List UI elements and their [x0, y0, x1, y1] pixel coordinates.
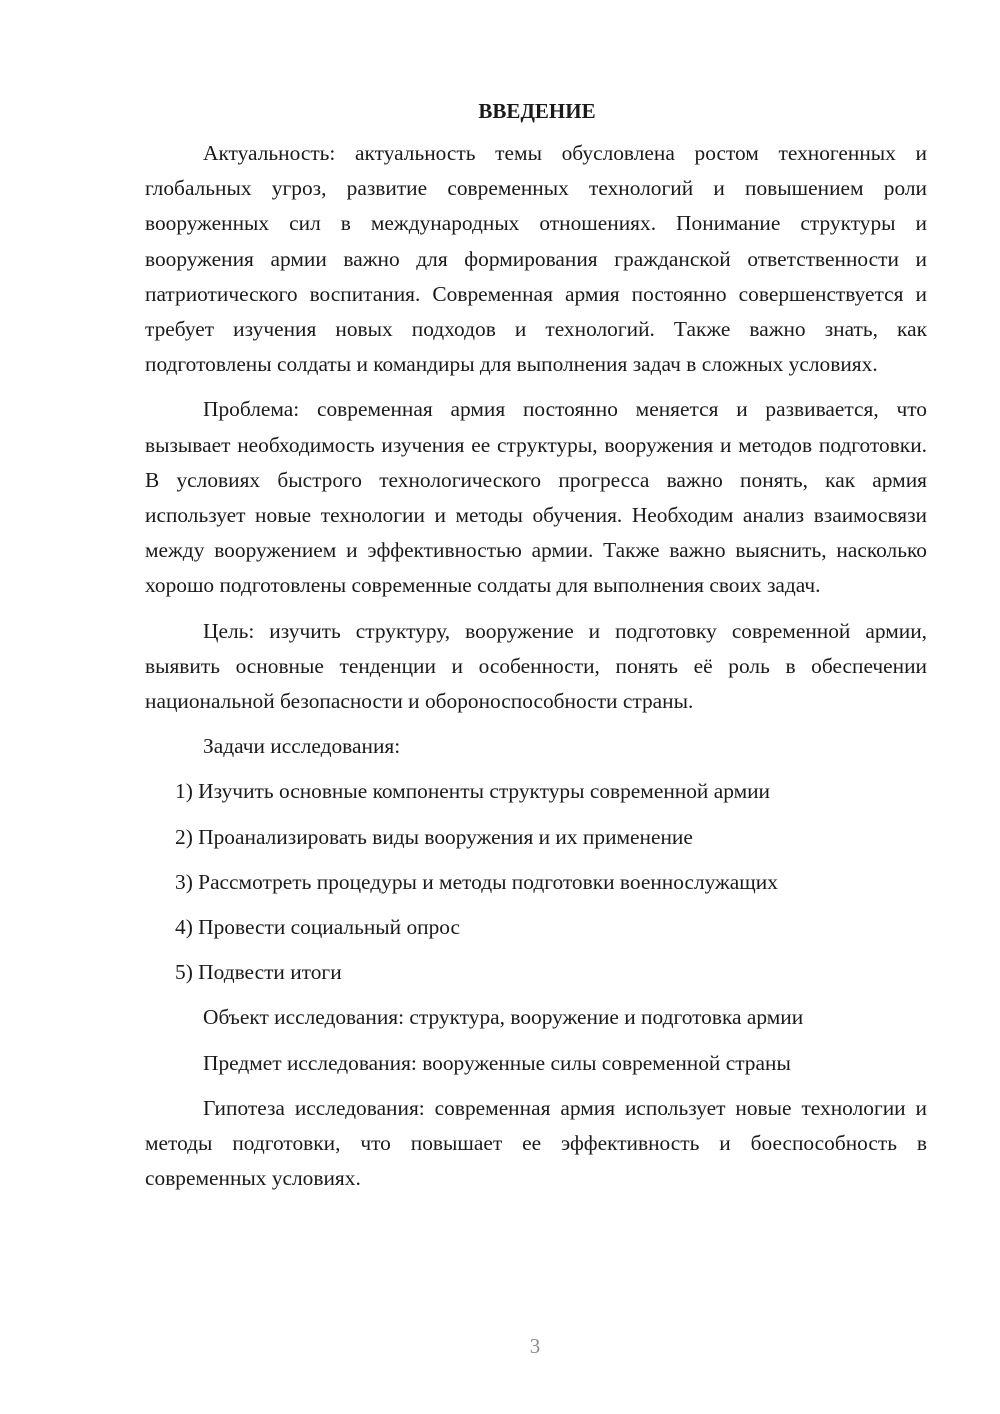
list-item: 5) Подвести итоги: [175, 960, 342, 985]
problem-paragraph: Проблема: современная армия постоянно меняется и развивается, что вызывает необходимость изучения ее структуры, вооружения и методов подготовки. В условиях быстрого технологического прогресса важно понять, как армия использует новые технологии и методы обучения. Необходим анализ взаимосвязи между вооружением и эффективностью армии. Также важно выяснить, насколько хорошо подготовлены современные солдаты для выполнения своих задач.: [145, 397, 927, 598]
research-object: Объект исследования: структура, вооружение и подготовка армии: [203, 1005, 804, 1030]
hypothesis-paragraph: Гипотеза исследования: современная армия использует новые технологии и методы подготовки, что повышает ее эффективность и боеспособность в современных условиях.: [145, 1095, 927, 1191]
research-subject: Предмет исследования: вооруженные силы современной страны: [203, 1050, 791, 1075]
relevance-paragraph: Актуальность: актуальность темы обусловлена ростом техногенных и глобальных угроз, развитие современных технологий и повышением роли вооруженных сил в международных отношениях. Понимание структуры и вооружения армии важно для формирования гражданской ответственности и патриотического воспитания. Современная армия постоянно совершенствуется и требует изучения новых подходов и технологий. Также важно знать, как подготовлены солдаты и командиры для выполнения задач в сложных условиях.: [145, 141, 927, 377]
section-title: ВВЕДЕНИЕ: [478, 99, 596, 123]
tasks-heading: Задачи исследования:: [203, 734, 401, 759]
goal-paragraph: Цель: изучить структуру, вооружение и подготовку современной армии, выявить основные тенденции и особенности, понять её роль в обеспечении национальной безопасности и обороноспособности страны.: [145, 618, 927, 714]
list-item: 2) Проанализировать виды вооружения и их применение: [175, 824, 693, 849]
tasks-list: [145, 774, 927, 990]
list-item: 1) Изучить основные компоненты структуры современной армии: [175, 779, 771, 804]
list-item: 3) Рассмотреть процедуры и методы подготовки военнослужащих: [175, 869, 778, 894]
page-number: 3: [529, 1334, 541, 1358]
page-content: [145, 96, 927, 1206]
list-item: 4) Провести социальный опрос: [175, 915, 461, 940]
